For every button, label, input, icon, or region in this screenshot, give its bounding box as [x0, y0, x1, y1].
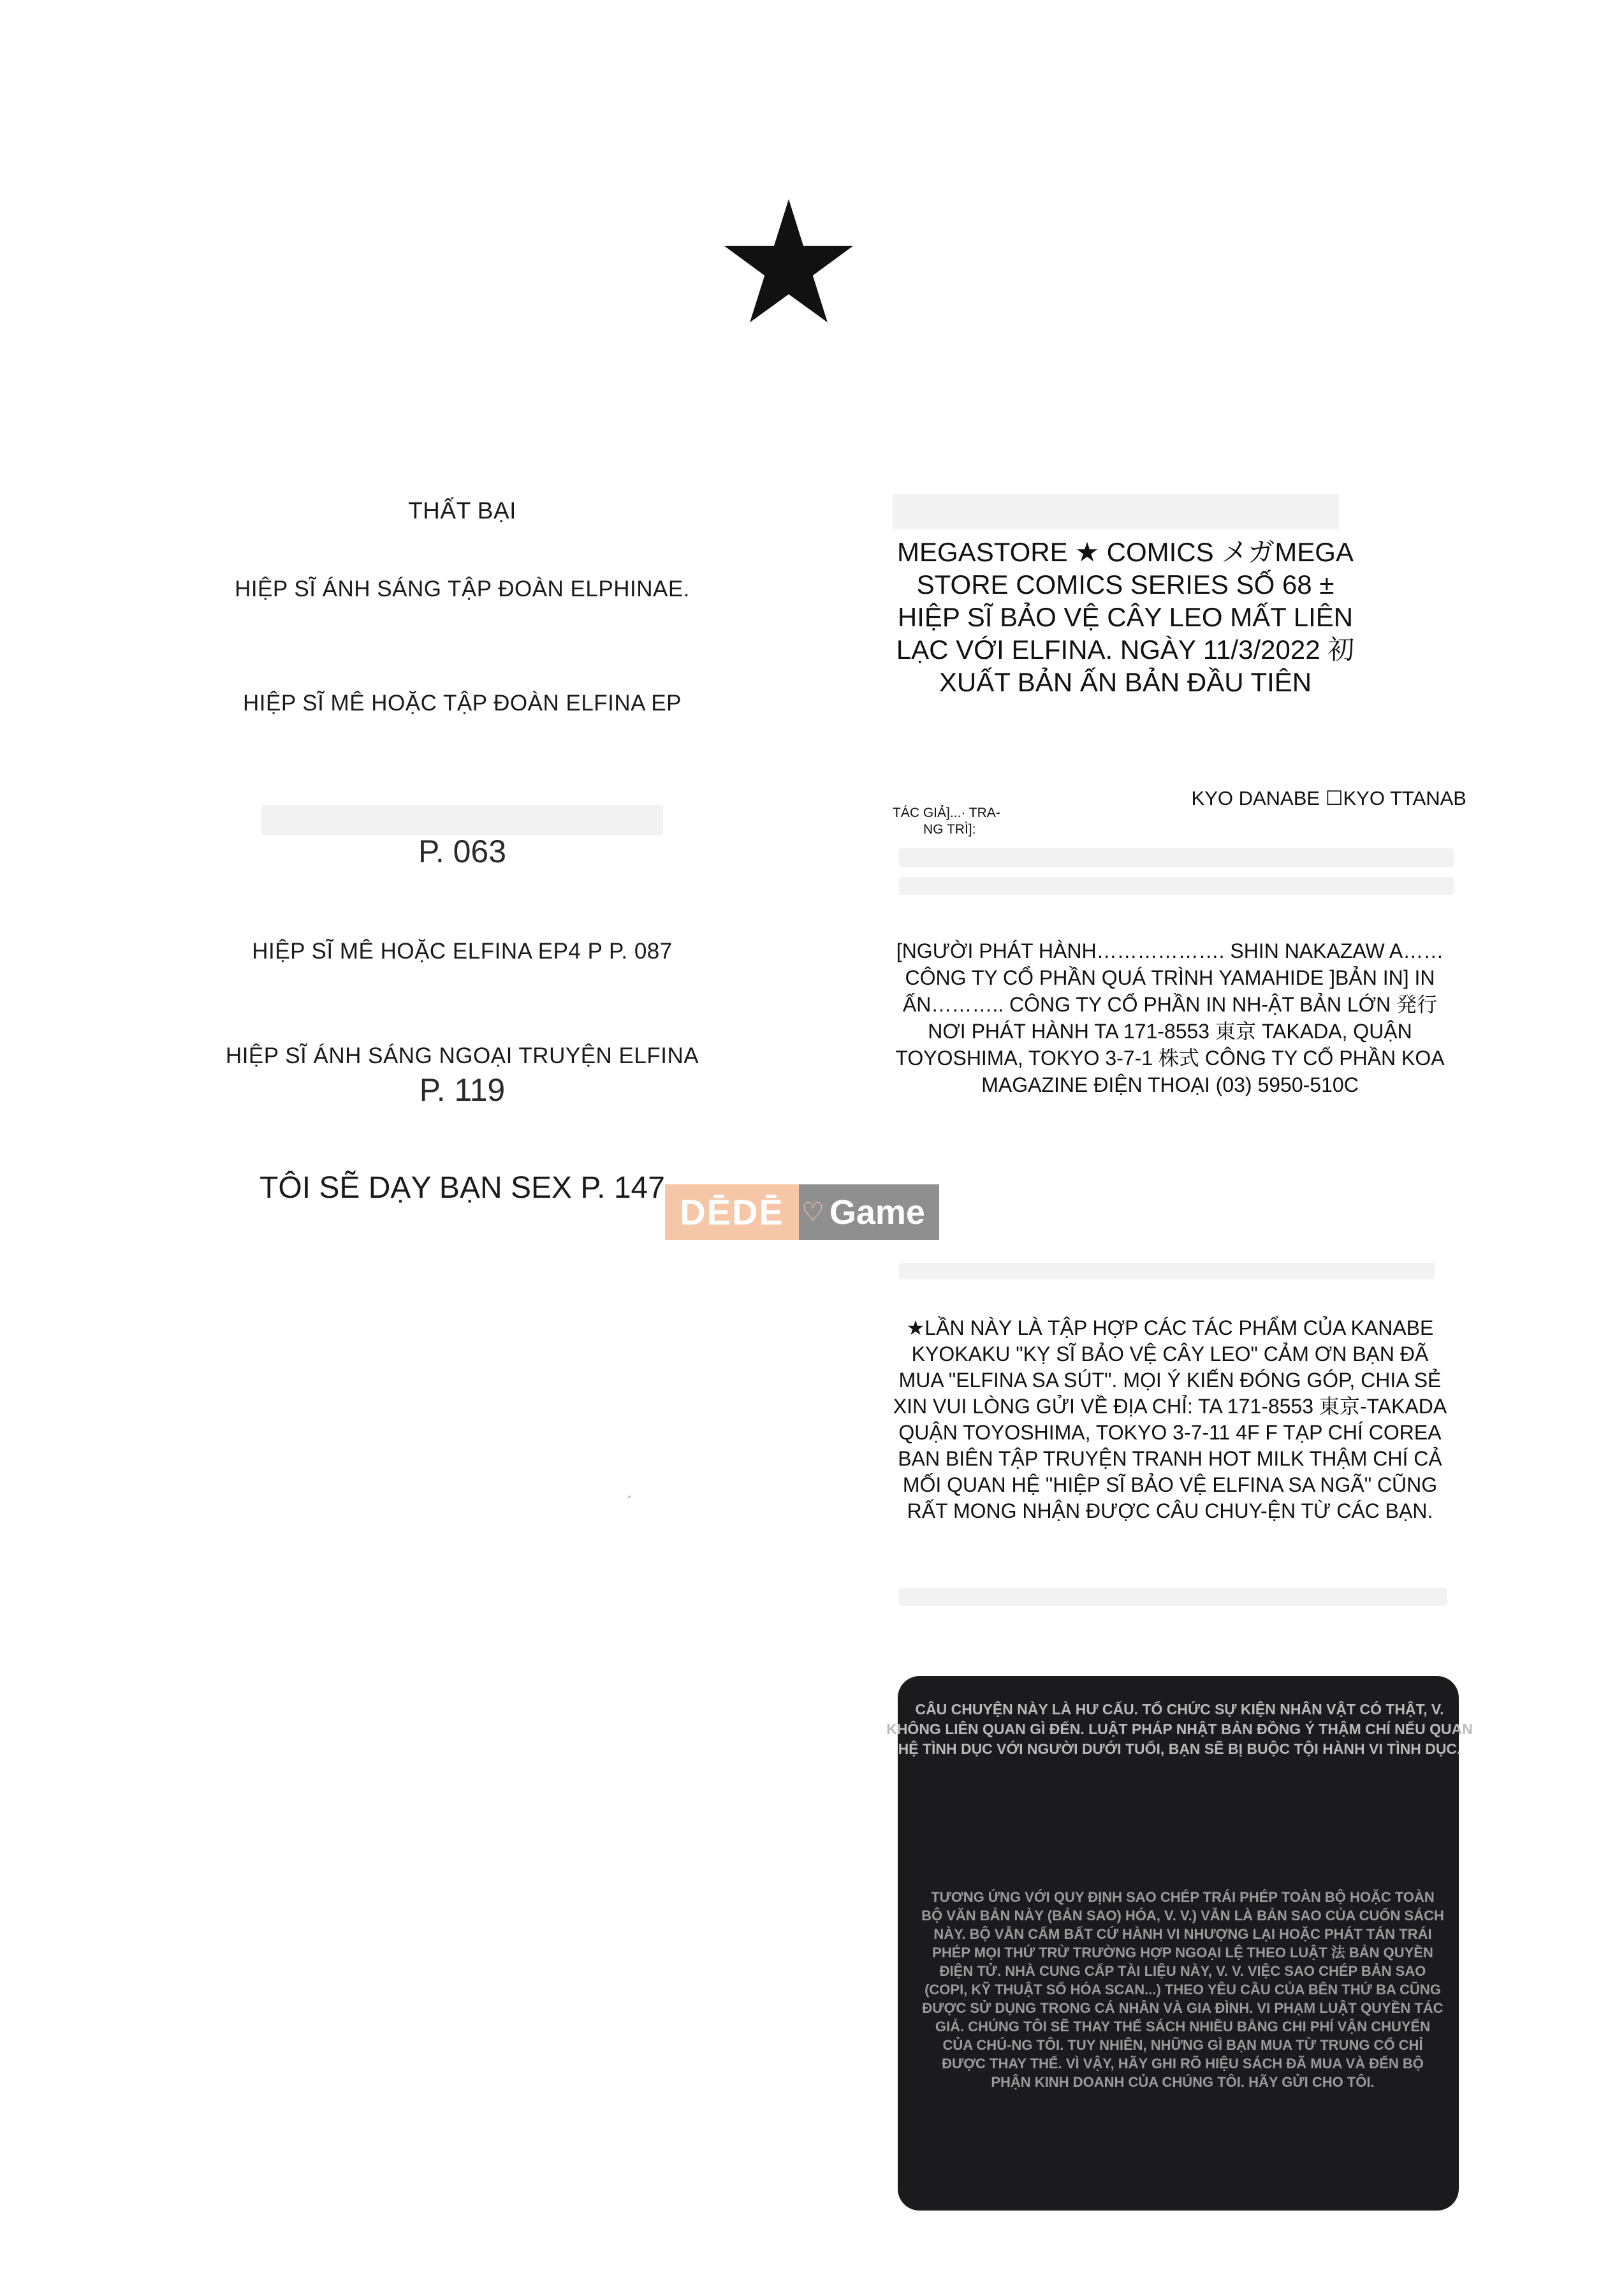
ghost-bleed	[899, 1263, 1435, 1279]
author-label-line: NG TRÌ]:	[923, 822, 976, 837]
toc-page-063: P. 063	[418, 834, 507, 869]
toc-entry-title: HIỆP SĨ ÁNH SÁNG TẬP ĐOÀN ELPHINAE.	[235, 577, 690, 601]
heart-icon: ♡	[801, 1198, 824, 1226]
scan-speck	[628, 1496, 631, 1498]
author-label-line: TÁC GIẢ]...· TRA-	[893, 806, 1000, 820]
publisher-info: [NGƯỜI PHÁT HÀNH………………. SHIN NAKAZAW A…… CÔNG TY CỔ PHẦN QUÁ TRÌNH YAMAHIDE ]BẢN IN] IN ẤN……….. CÔNG TY CỔ PHẦN IN NH-ẬT BẢN LỚN 発行 NƠI PHÁT HÀNH TA 171-8553 東京 TAKADA, QUẬN TOYOSHIMA, TOKYO 3-7-1 株式 CÔNG TY CỔ PHẦN KOA MAGAZINE ĐIỆN THOẠI (03) 5950-510C	[895, 939, 1445, 1096]
watermark-game: Game	[829, 1193, 925, 1232]
toc-entry	[191, 1170, 733, 1205]
star-icon	[722, 199, 856, 327]
watermark-brand: DĒDĒ	[665, 1184, 799, 1240]
toc-page-119: P. 119	[419, 1072, 506, 1108]
ghost-bleed	[899, 877, 1454, 895]
ghost-bleed	[261, 805, 663, 835]
ghost-bleed	[893, 494, 1339, 529]
toc-heading	[191, 497, 733, 524]
toc-entry	[191, 1043, 733, 1069]
author-label	[893, 805, 1000, 838]
toc-entry	[191, 691, 733, 716]
legal-copyright-notice: TƯƠNG ỨNG VỚI QUY ĐỊNH SAO CHÉP TRÁI PHÉP TOÀN BỘ HOẶC TOÀN BỘ VĂN BẢN NÀY (BẢN SAO) HÓA, V. V.) VẪN LÀ BẢN SAO CỦA CUỐN SÁCH NÀY. BỘ VẪN CẤM BẤT CỨ HÀNH VI NHƯỢNG LẠI HOẶC PHÁT TÁN TRÁI PHÉP MỌI THỨ TRỪ TRƯỜNG HỢP NGOẠI LỆ THEO LUẬT 法 BẢN QUYỀN ĐIỆN TỬ. NHÀ CUNG CẤP TÀI LIỆU NÀY, V. V. VIỆC SAO CHÉP BẢN SAO (COPI, KỸ THUẬT SỐ HÓA SCAN...) THEO YÊU CẦU CỦA BÊN THỨ BA CŨNG ĐƯỢC SỬ DỤNG TRONG CÁ NHÂN VÀ GIA ĐÌNH. VI PHẠM LUẬT QUYỀN TÁC GIẢ. CHÚNG TÔI SẼ THAY THẾ SÁCH NHIỀU BẰNG CHI PHÍ VẬN CHUYỂN CỦA CHÚ-NG TÔI. TUY NHIÊN, NHỮNG GÌ BẠN MUA TỪ TRUNG CỔ CHỈ ĐƯỢC THAY THẾ. VÌ VẬY, HÃY GHI RÕ HIỆU SÁCH ĐÃ MUA VÀ ĐẾN BỘ PHẬN KINH DOANH CỦA CHÚNG TÔI. HÃY GỬI CHO TÔI.	[921, 1889, 1444, 2090]
toc-entry-title: HIỆP SĨ ÁNH SÁNG NGOẠI TRUYỆN ELFINA	[225, 1043, 699, 1068]
toc-entry-title: HIỆP SĨ MÊ HOẶC ELFINA EP4 P P. 087	[252, 939, 673, 964]
toc-entry	[191, 577, 733, 602]
ghost-bleed	[899, 848, 1454, 867]
toc-page-number	[191, 833, 733, 870]
ghost-bleed	[899, 1588, 1447, 1606]
toc-entry	[191, 939, 733, 964]
toc-failure-label: THẤT BẠI	[408, 497, 516, 524]
author-message: ★LẦN NÀY LÀ TẬP HỢP CÁC TÁC PHẨM CỦA KANABE KYOKAKU "KỴ SĨ BẢO VỆ CÂY LEO" CẢM ƠN BẠN ĐÃ MUA "ELFINA SA SÚT". MỌI Ý KIẾN ĐÓNG GÓP, CHIA SẺ XIN VUI LÒNG GỬI VỀ ĐỊA CHỈ: TA 171-8553 東京-TAKADA QUẬN TOYOSHIMA, TOKYO 3-7-11 4F F TẠP CHÍ COREA BAN BIÊN TẬP TRUYỆN TRANH HOT MILK THẬM CHÍ CẢ MỐI QUAN HỆ "HIỆP SĨ BẢO VỆ ELFINA SA NGÃ" CŨNG RẤT MONG NHẬN ĐƯỢC CÂU CHUY-ỆN TỪ CÁC BẠN.	[893, 1316, 1447, 1522]
legal-fiction-notice: CÂU CHUYỆN NÀY LÀ HƯ CẤU. TỔ CHỨC SỰ KIỆN NHÂN VẬT CÓ THẬT, V. KHÔNG LIÊN QUAN GÌ ĐẾN. LUẬT PHÁP NHẬT BẢN ĐỒNG Ý THẬM CHÍ NẾU QUAN HỆ TÌNH DỤC VỚI NGƯỜI DƯỚI TUỔI, BẠN SẼ BỊ BUỘC TỘI HÀNH VI TÌNH DỤC.	[886, 1701, 1473, 1757]
colophon-title: MEGASTORE ★ COMICS メガMEGA STORE COMICS SERIES SỐ 68 ± HIỆP SĨ BẢO VỆ CÂY LEO MẤT LIÊN LẠC VỚI ELFINA. NGÀY 11/3/2022 初 XUẤT BẢN ẤN BẢN ĐẦU TIÊN	[896, 537, 1355, 697]
toc-page-number	[191, 1071, 733, 1108]
toc-entry-title: TÔI SẼ DẠY BẠN SEX P. 147	[259, 1171, 665, 1205]
toc-entry-title: HIỆP SĨ MÊ HOẶC TẬP ĐOÀN ELFINA EP	[242, 691, 682, 716]
watermark-logo	[665, 1184, 939, 1240]
author-name: KYO DANABE ☐KYO TTANAB	[1191, 787, 1466, 809]
